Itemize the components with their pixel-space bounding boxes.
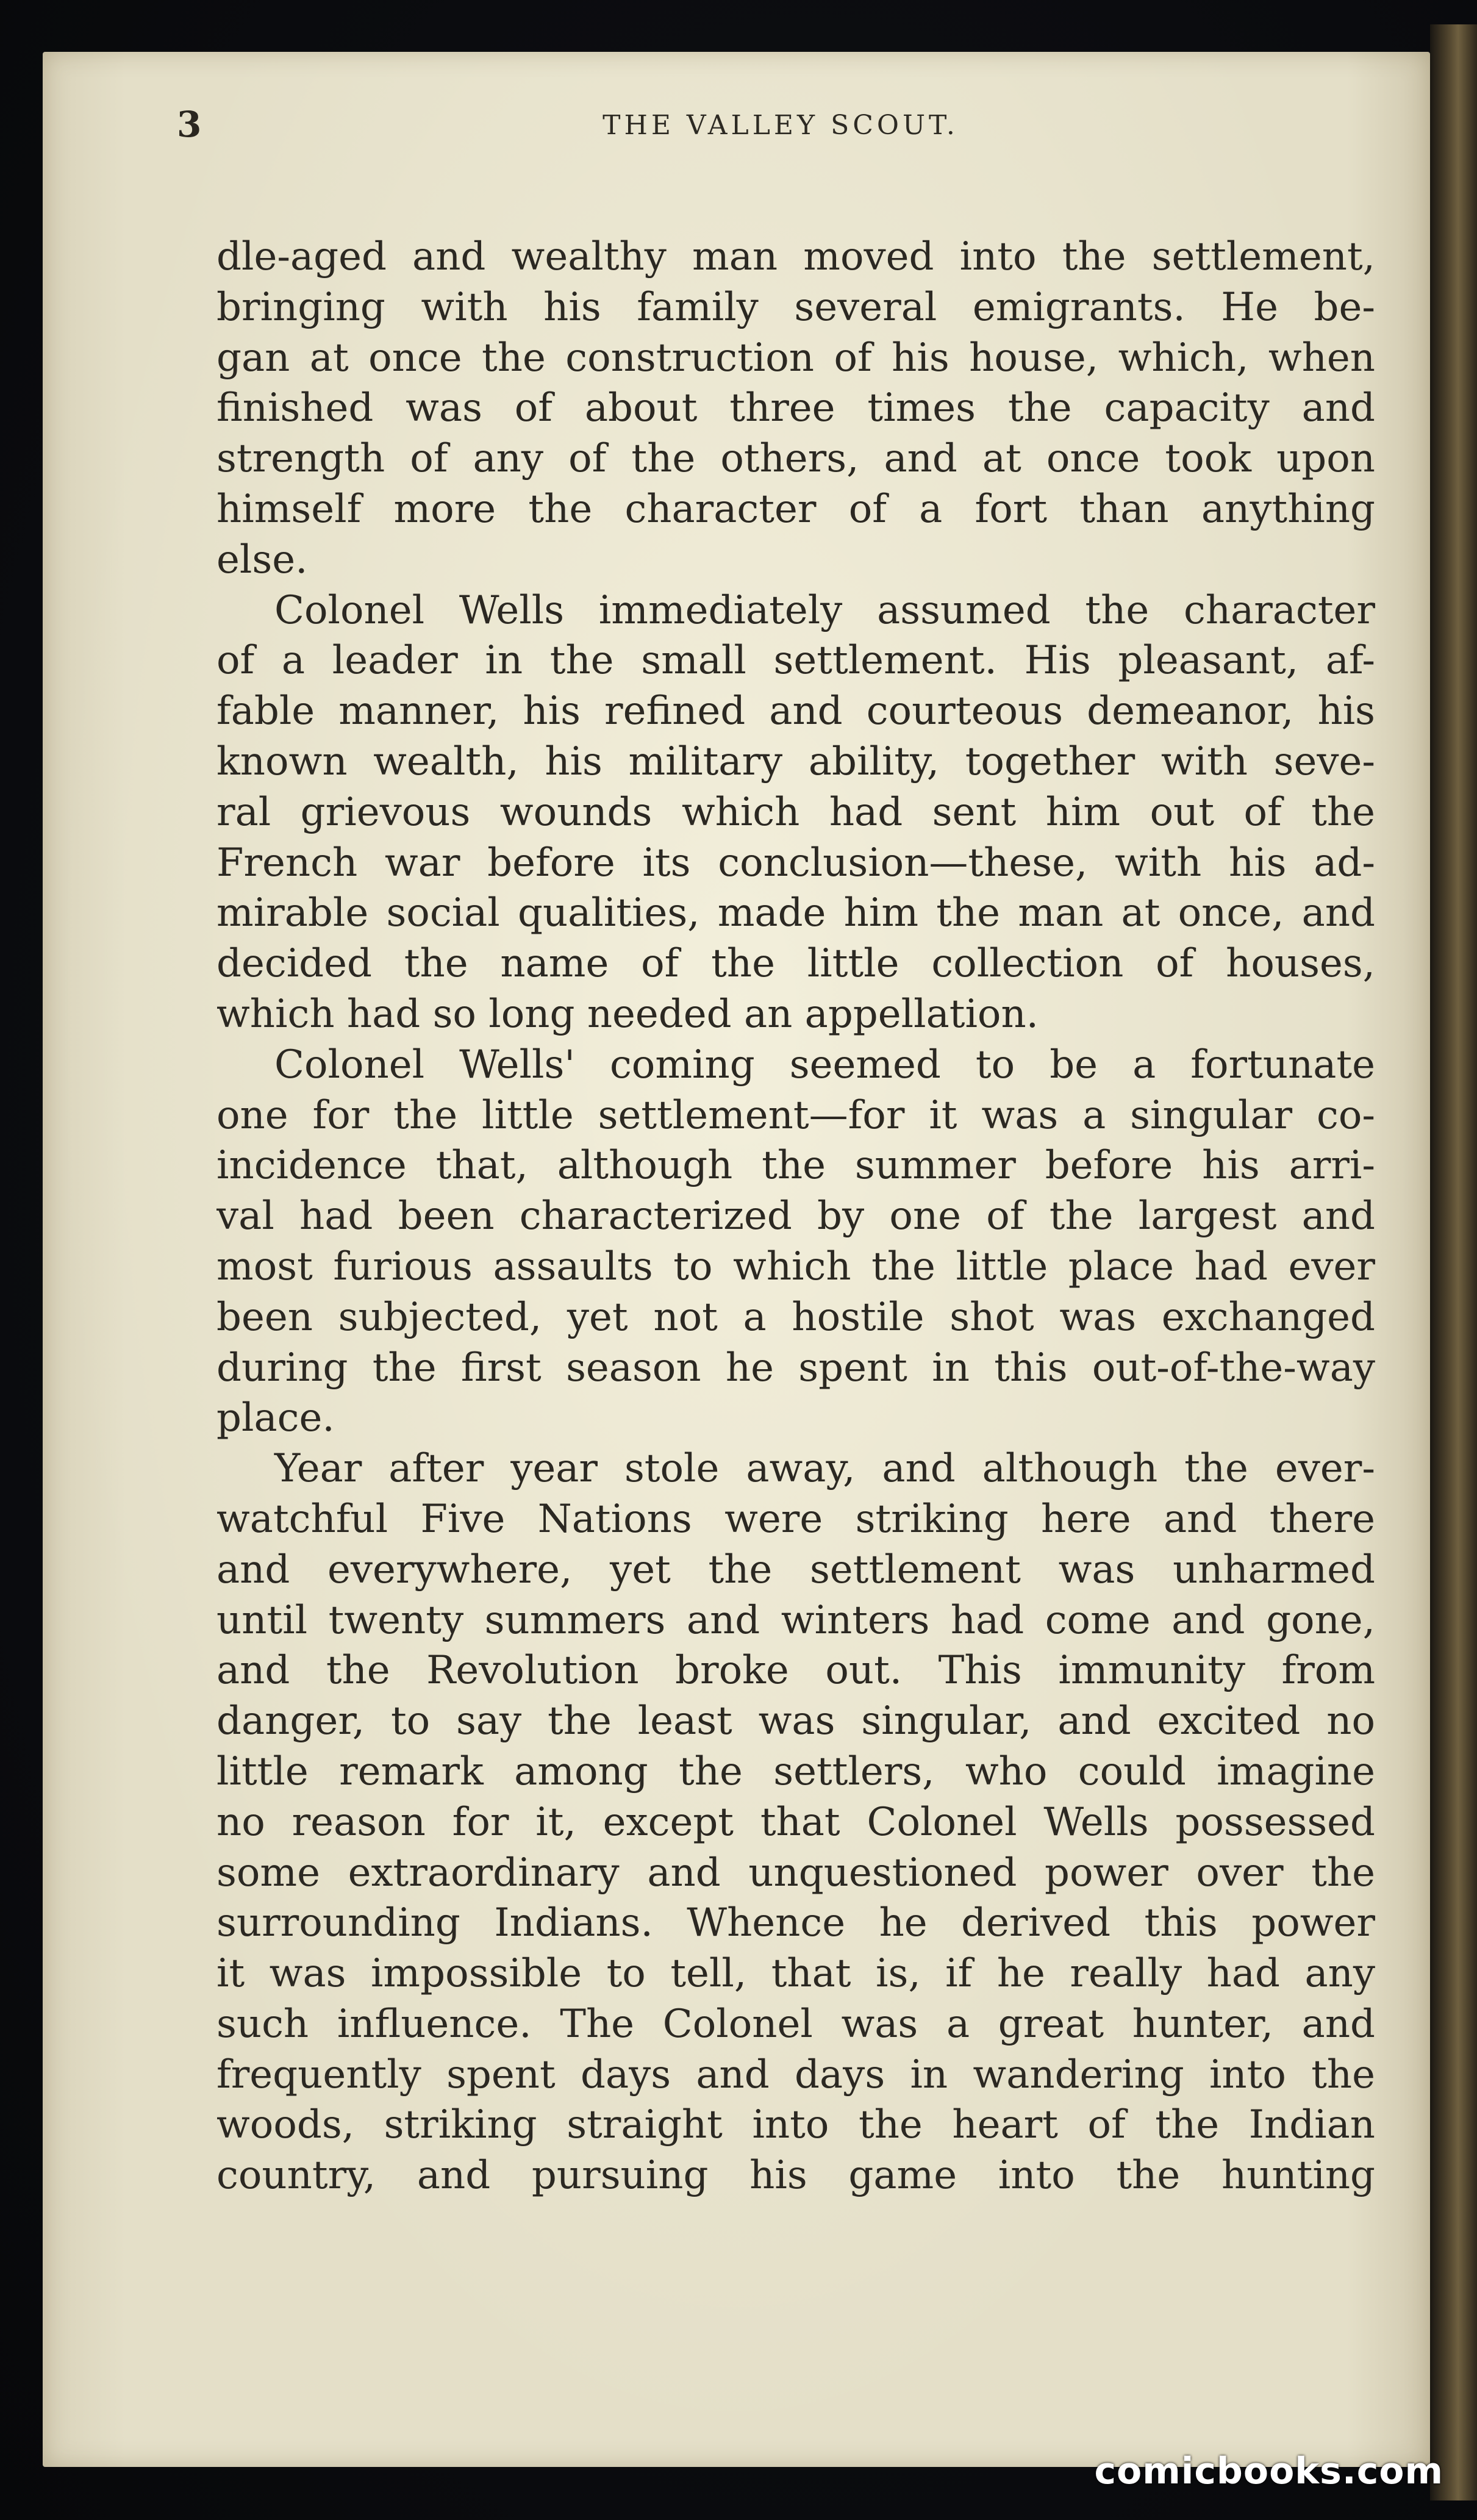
text-line: until twenty summers and winters had come and gone, [216,1597,1375,1643]
text-line: gan at once the construction of his house, which, when [216,335,1375,381]
text-line: Colonel Wells immediately assumed the character [274,587,1375,633]
text-line: little remark among the settlers, who could imagine [216,1749,1375,1794]
text-line: of a leader in the small settlement. His pleasant, af- [216,638,1375,684]
text-line: place. [216,1395,335,1441]
text-line: watchful Five Nations were striking here and there [216,1496,1375,1542]
text-line: val had been characterized by one of the largest and [216,1194,1375,1239]
text-line: most furious assaults to which the little place had ever [216,1244,1375,1289]
text-line: and everywhere, yet the settlement was unharmed [216,1547,1375,1592]
text-line: known wealth, his military ability, together with seve- [216,739,1375,784]
book-title: THE VALLEY SCOUT. [603,110,959,141]
text-line: such influence. The Colonel was a great hunter, and [216,2001,1375,2047]
text-line: strength of any of the others, and at once took upon [216,436,1375,482]
text-line: fable manner, his refined and courteous demeanor, his [216,689,1375,734]
text-line: finished was of about three times the capacity and [216,385,1375,431]
body-text [216,232,1375,2201]
page-number: 3 [177,104,202,145]
text-line: danger, to say the least was singular, and excited no [216,1698,1375,1744]
text-line: woods, striking straight into the heart of the Indian [216,2102,1375,2148]
book-edge [1430,24,1477,2500]
running-head [177,104,1384,177]
text-line: country, and pursuing his game into the hunting [216,2153,1375,2199]
text-line: mirable social qualities, made him the man at once, and [216,890,1375,936]
text-line: surrounding Indians. Whence he derived this power [216,1900,1375,1946]
text-line: French war before its conclusion—these, with his ad- [216,840,1375,886]
text-line: incidence that, although the summer before his arri- [216,1143,1375,1189]
text-line: some extraordinary and unquestioned power over the [216,1850,1375,1895]
text-line: decided the name of the little collection of houses, [216,941,1375,987]
text-line: during the first season he spent in this out-of-the-way [216,1345,1375,1391]
text-line: bringing with his family several emigrants. He be- [216,284,1375,330]
text-line: himself more the character of a fort than anything [216,486,1375,532]
text-line: and the Revolution broke out. This immunity from [216,1648,1375,1694]
text-line: no reason for it, except that Colonel Wells possessed [216,1799,1375,1845]
text-line: which had so long needed an appellation. [216,991,1039,1037]
text-line: been subjected, yet not a hostile shot was exchanged [216,1294,1375,1340]
text-line: ral grievous wounds which had sent him out of the [216,789,1375,835]
site-watermark: comicbooks.com [1094,2450,1443,2493]
text-line: Colonel Wells' coming seemed to be a fortunate [274,1042,1375,1087]
text-line: else. [216,537,308,582]
text-line: it was impossible to tell, that is, if he really had any [216,1951,1375,1997]
text-line: dle-aged and wealthy man moved into the settlement, [216,234,1375,279]
text-line: Year after year stole away, and although the ever- [274,1446,1375,1492]
text-line: one for the little settlement—for it was a singular co- [216,1092,1375,1138]
text-line: frequently spent days and days in wandering into the [216,2052,1375,2097]
